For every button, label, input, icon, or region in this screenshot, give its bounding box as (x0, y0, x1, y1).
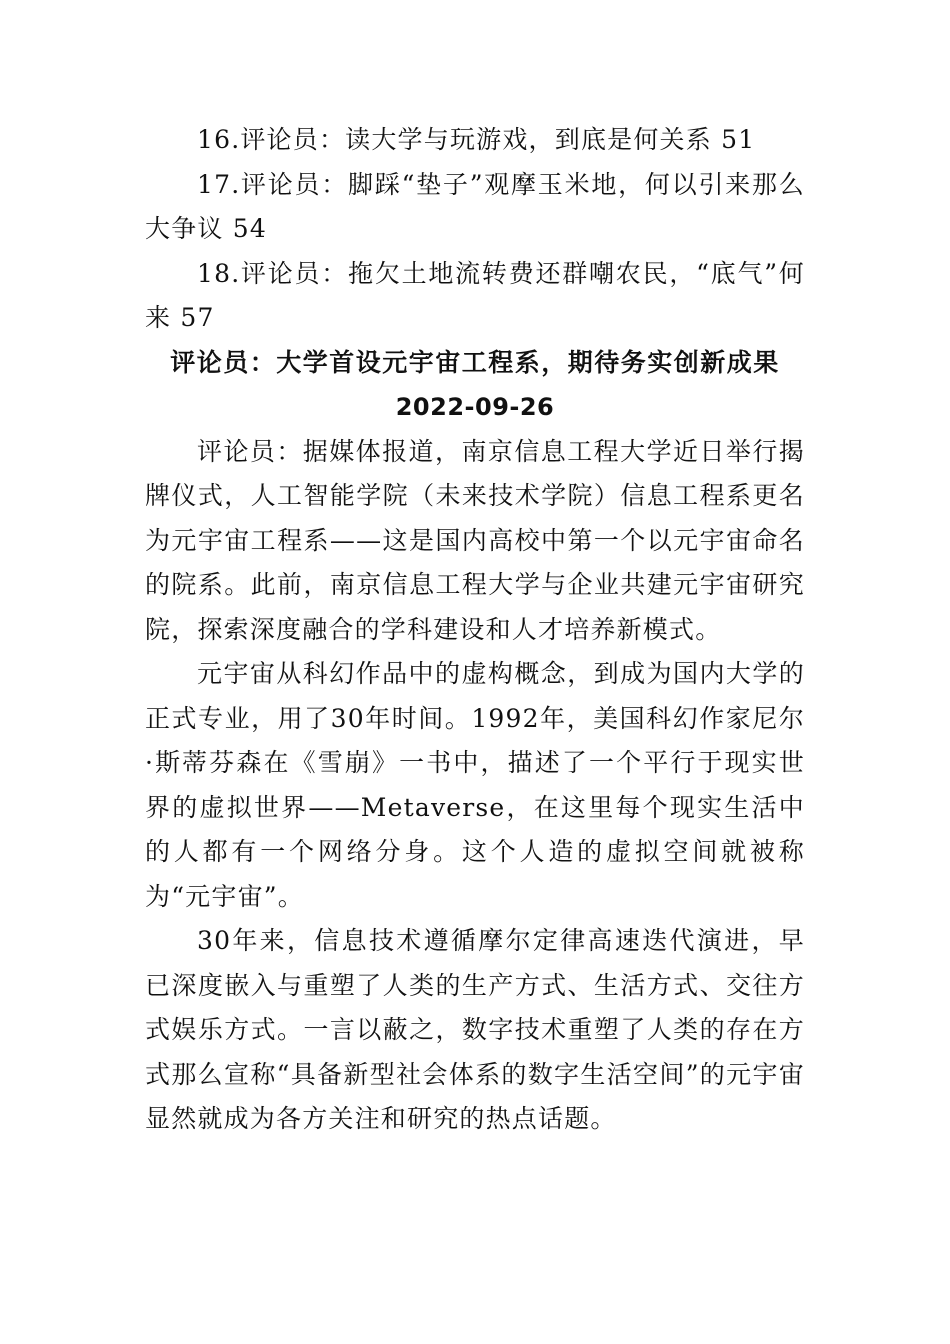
toc-entry-18[interactable]: 18.评论员：拖欠土地流转费还群嘲农民，“底气”何来 57 (145, 258, 805, 332)
article-title: 评论员：大学首设元宇宙工程系，期待务实创新成果 (170, 347, 780, 377)
document-content (145, 118, 805, 1142)
article-paragraph-1: 评论员：据媒体报道，南京信息工程大学近日举行揭牌仪式，人工智能学院（未来技术学院）信息工程系更名为元宇宙工程系——这是国内高校中第一个以元宇宙命名的院系。此前，南京信息工程大学与企业共建元宇宙研究院，探索深度融合的学科建设和人才培养新模式。 (145, 436, 805, 644)
toc-entry-17[interactable]: 17.评论员：脚踩“垫子”观摩玉米地，何以引来那么大争议 54 (145, 169, 805, 243)
toc-entry-16[interactable]: 16.评论员：读大学与玩游戏，到底是何关系 51 (197, 125, 756, 154)
article-paragraph-2: 元宇宙从科幻作品中的虚构概念，到成为国内大学的正式专业，用了30年时间。1992年，美国科幻作家尼尔·斯蒂芬森在《雪崩》一书中，描述了一个平行于现实世界的虚拟世界——Metaverse，在这里每个现实生活中的人都有一个网络分身。这个人造的虚拟空间就被称为“元宇宙”。 (145, 659, 805, 911)
article-paragraph-3: 30年来，信息技术遵循摩尔定律高速迭代演进，早已深度嵌入与重塑了人类的生产方式、生活方式、交往方式娱乐方式。一言以蔽之，数字技术重塑了人类的存在方式那么宣称“具备新型社会体系的数字生活空间”的元宇宙显然就成为各方关注和研究的热点话题。 (145, 926, 805, 1133)
article-date: 2022-09-26 (395, 393, 555, 421)
